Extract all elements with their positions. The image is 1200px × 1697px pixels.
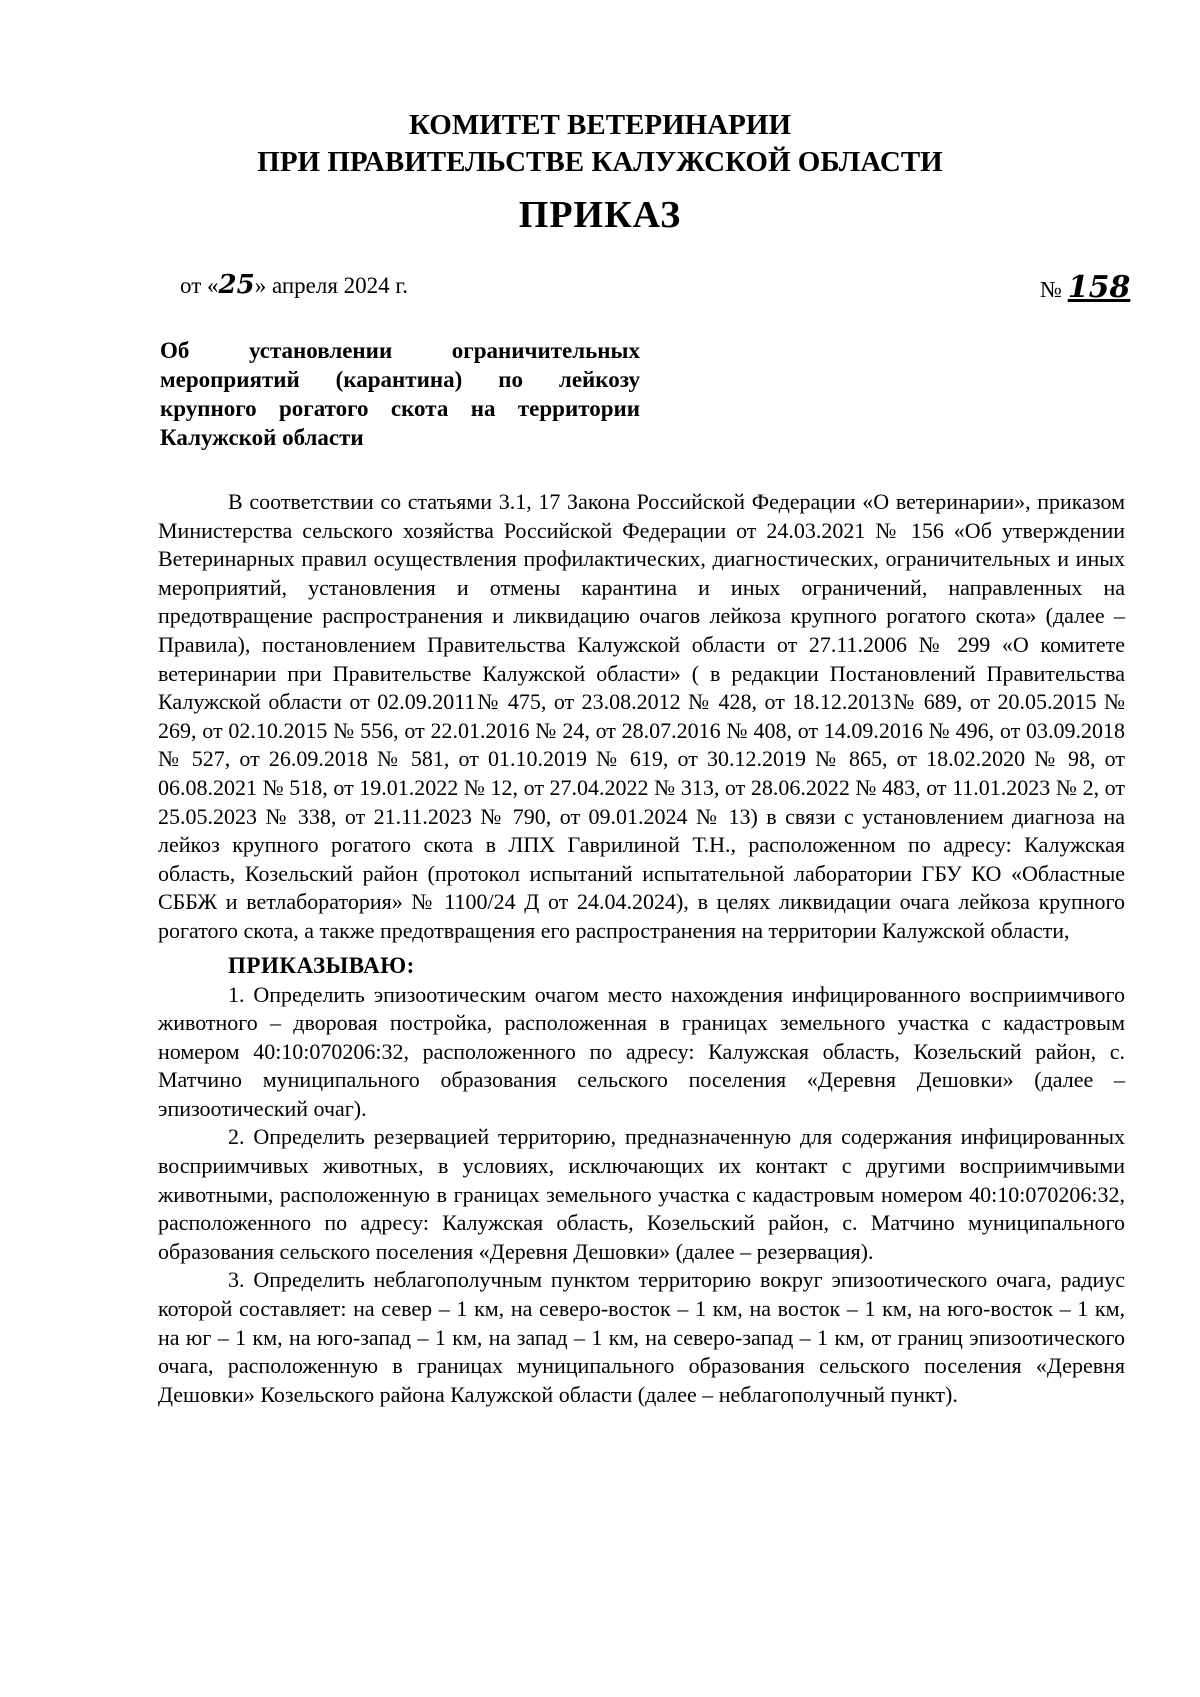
handwritten-number: 158 <box>1067 270 1131 305</box>
order-date <box>180 270 408 300</box>
preamble-paragraph: В соответствии со статьями 3.1, 17 Закона Российской Федерации «О ветеринарии», приказом Министерства сельского хозяйства Российской Федерации от 24.03.2021 № 156 «Об утверждении Ветеринарных правил осуществления профилактических, диагностических, ограничительных и иных мероприятий, установления и отмены карантина и иных ограничений, направленных на предотвращение распространения и ликвидацию очагов лейкоза крупного рогатого скота» (далее – Правила), постановлением Правительства Калужской области от 27.11.2006 № 299 «О комитете ветеринарии при Правительстве Калужской области» ( в редакции Постановлений Правительства Калужской области от 02.09.2011№ 475, от 23.08.2012 № 428, от 18.12.2013№ 689, от 20.05.2015 № 269, от 02.10.2015 № 556, от 22.01.2016 № 24, от 28.07.2016 № 408, от 14.09.2016 № 496, от 03.09.2018 № 527, от 26.09.2018 № 581, от 01.10.2019 № 619, от 30.12.2019 № 865, от 18.02.2020 № 98, от 06.08.2021 № 518, от 19.01.2022 № 12, от 27.04.2022 № 313, от 28.06.2022 № 483, от 11.01.2023 № 2, от 25.05.2023 № 338, от 21.11.2023 № 790, от 09.01.2024 № 13) в связи с установлением диагноза на лейкоз крупного рогатого скота в ЛПХ Гаврилиной Т.Н., расположенном по адресу: Калужская область, Козельский район (протокол испытаний испытательной лаборатории ГБУ КО «Областные СББЖ и ветлаборатория» № 1100/24 Д от 24.04.2024), в целях ликвидации очага лейкоза крупного рогатого скота, а также предотвращения его распространения на территории Калужской области, <box>158 489 1125 943</box>
issuer-title-line1: КОМИТЕТ ВЕТЕРИНАРИИ <box>408 109 792 141</box>
document-type-title: ПРИКАЗ <box>518 194 682 236</box>
date-suffix: » апреля 2024 г. <box>254 273 409 298</box>
order-body <box>158 488 1125 1409</box>
order-item: 2. Определить резервацией территорию, предназначенную для содержания инфицированных восприимчивых животных, в условиях, исключающих их контакт с другими восприимчивыми животными, расположенную в границах земельного участка с кадастровым номером 40:10:070206:32, расположенного по адресу: Калужская область, Козельский район, с. Матчино муниципального образования сельского поселения «Деревня Дешовки» (далее – резервация). <box>158 1124 1125 1264</box>
handwritten-day: 25 <box>218 270 255 300</box>
order-subject: Об установлении ограничительных мероприятий (карантина) по лейкозу крупного рогатого скота на территории Калужской области <box>160 338 640 450</box>
date-prefix: от « <box>180 273 219 298</box>
order-item: 3. Определить неблагополучным пунктом территорию вокруг эпизоотического очага, радиус которой составляет: на север – 1 км, на северо-восток – 1 км, на восток – 1 км, на юго-восток – 1 км, на юг – 1 км, на юго-запад – 1 км, на запад – 1 км, на северо-запад – 1 км, от границ эпизоотического очага, расположенную в границах муниципального образования сельского поселения «Деревня Дешовки» Козельского района Калужской области (далее – неблагополучный пункт). <box>158 1267 1125 1407</box>
issuer-title-line2: ПРИ ПРАВИТЕЛЬСТВЕ КАЛУЖСКОЙ ОБЛАСТИ <box>257 146 943 178</box>
command-heading: ПРИКАЗЫВАЮ: <box>228 952 415 978</box>
order-item: 1. Определить эпизоотическим очагом место нахождения инфицированного восприимчивого животного – дворовая постройка, расположенная в границах земельного участка с кадастровым номером 40:10:070206:32, расположенного по адресу: Калужская область, Козельский район, с. Матчино муниципального образования сельского поселения «Деревня Дешовки» (далее – эпизоотический очаг). <box>158 981 1125 1121</box>
order-number <box>1040 270 1130 305</box>
number-prefix: № <box>1040 277 1068 302</box>
